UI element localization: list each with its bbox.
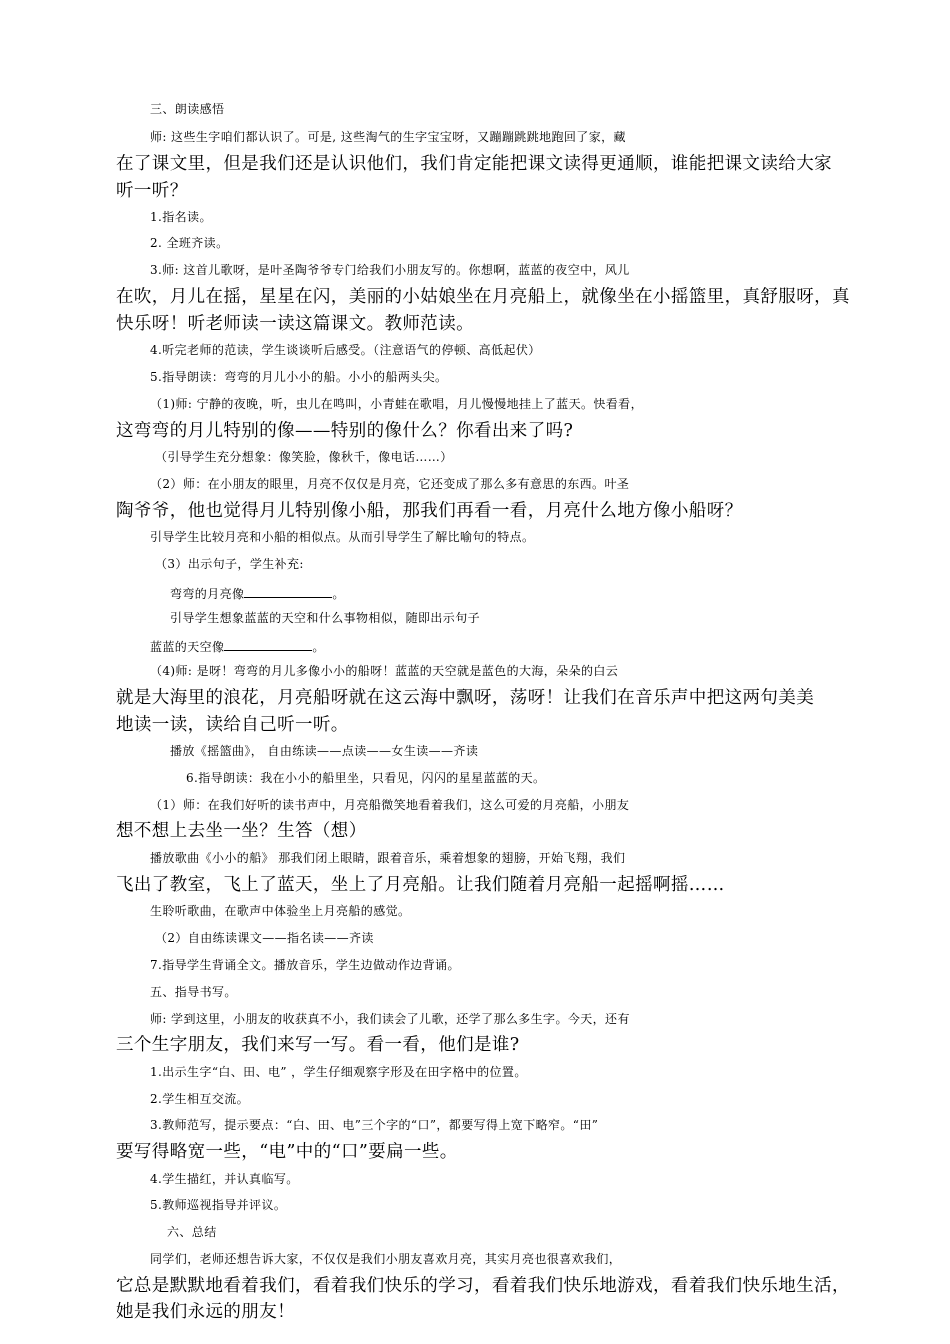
sentence-text: 弯弯的月亮像 [170,587,245,601]
paragraph-line: 就是大海里的浪花，月亮船呀就在这云海中飘呀，荡呀！让我们在音乐声中把这两句美美 [116,688,815,708]
paragraph-line: 想不想上去坐一坐？生答（想） [116,821,367,841]
paragraph-line: 在了课文里，但是我们还是认识他们，我们肯定能把课文读得更通顺，谁能把课文读给大家 [116,154,832,174]
list-item: 4.听完老师的范读，学生谈谈听后感受。（注意语气的停顿、高低起伏） [150,343,541,357]
fill-in-blank [244,579,332,598]
paragraph-line: 引导学生想象蓝蓝的天空和什么事物相似，随即出示句子 [170,611,481,625]
paragraph-line: 听一听？ [116,181,188,201]
sentence-end: 。 [332,587,345,601]
list-item: 7.指导学生背诵全文。播放音乐，学生边做动作边背诵。 [150,958,460,972]
paragraph-line: 她是我们永远的朋友！ [116,1302,295,1322]
paragraph-line: （3）出示句子，学生补充: [155,557,304,571]
paragraph-line: 地读一读，读给自己听一听。 [116,715,349,735]
paragraph-line: 生聆听歌曲，在歌声中体验坐上月亮船的感觉。 [150,904,411,918]
paragraph-line: 它总是默默地看着我们，看着我们快乐的学习，看着我们快乐地游戏，看着我们快乐地生活， [116,1276,850,1296]
paragraph-line: 播放《摇篮曲》， 自由练读——点读——女生读——齐读 [170,744,479,758]
paragraph-line: 飞出了教室，飞上了蓝天，坐上了月亮船。让我们随着月亮船一起摇啊摇…… [116,875,725,895]
paragraph-line: 引导学生比较月亮和小船的相似点。从而引导学生了解比喻句的特点。 [150,530,535,544]
list-item: 2. 全班齐读。 [150,236,229,250]
list-item: 5.指导朗读：弯弯的月儿小小的船。小小的船两头尖。 [150,370,448,384]
paragraph-line: （4)师: 是呀！弯弯的月儿多像小小的船呀！蓝蓝的天空就是蓝色的大海，朵朵的白云 [150,664,619,678]
list-item: 2.学生相互交流。 [150,1092,250,1106]
paragraph-line: 同学们，老师还想告诉大家，不仅仅是我们小朋友喜欢月亮，其实月亮也很喜欢我们， [150,1252,622,1266]
paragraph-line: 在吹，月儿在摇，星星在闪，美丽的小姑娘坐在月亮船上，就像坐在小摇篮里，真舒服呀，真 [116,287,850,307]
paragraph-line: 师: 学到这里，小朋友的收获真不小，我们读会了儿歌，还学了那么多生字。今天，还有 [150,1012,630,1026]
section-heading: 五、指导书写。 [150,985,237,999]
fill-in-blank [224,632,312,651]
paragraph-line: 师: 这些生字咱们都认识了。可是, 这些淘气的生字宝宝呀，又蹦蹦跳跳地跑回了家，藏 [150,130,626,144]
paragraph-line: 要写得略宽一些，“电”中的“口”要扁一些。 [116,1142,458,1162]
list-item: 4.学生描红，并认真临写。 [150,1172,299,1186]
paragraph-line: 陶爷爷，他也觉得月儿特别像小船，那我们再看一看，月亮什么地方像小船呀？ [116,501,743,521]
list-item: 3.教师范写，提示要点：“白、田、电”三个字的“口”，都要写得上宽下略窄。“田” [150,1118,599,1132]
list-item: 1.出示生字“白、田、电” ，学生仔细观察字形及在田字格中的位置。 [150,1065,527,1079]
list-item: 5.教师巡视指导并评议。 [150,1198,287,1212]
sentence-text: 蓝蓝的天空像 [150,640,225,654]
paragraph-line: 快乐呀！听老师读一读这篇课文。教师范读。 [116,314,474,334]
sentence-end: 。 [312,640,325,654]
section-heading: 三、朗读感悟 [150,102,225,116]
paragraph-line: 这弯弯的月儿特别的像——特别的像什么？你看出来了吗? [116,421,574,441]
paragraph-line: （2）师：在小朋友的眼里，月亮不仅仅是月亮，它还变成了那么多有意思的东西。叶圣 [150,477,630,491]
paragraph-line: 三个生字朋友，我们来写一写。看一看，他们是谁? [116,1035,520,1055]
paragraph-line: 播放歌曲《小小的船》 那我们闭上眼睛，跟着音乐，乘着想象的翅膀，开始飞翔，我们 [150,851,626,865]
list-item: 6.指导朗读：我在小小的船里坐，只看见，闪闪的星星蓝蓝的天。 [186,771,546,785]
list-item: 1.指名读。 [150,210,212,224]
fill-in-sentence [170,579,920,606]
fill-in-sentence [150,632,900,659]
paragraph-line: 3.师: 这首儿歌呀，是叶圣陶爷爷专门给我们小朋友写的。你想啊，蓝蓝的夜空中，风儿 [150,263,630,277]
paragraph-line: （引导学生充分想象：像笑脸，像秋千，像电话……） [155,450,453,464]
paragraph-line: （1)师: 宁静的夜晚，听，虫儿在鸣叫，小青蛙在歌唱，月儿慢慢地挂上了蓝天。快看看， [150,397,643,411]
section-heading: 六、总结 [167,1225,217,1239]
paragraph-line: （2）自由练读课文——指名读——齐读 [155,931,374,945]
paragraph-line: （1）师：在我们好听的读书声中，月亮船微笑地看着我们，这么可爱的月亮船，小朋友 [150,798,630,812]
